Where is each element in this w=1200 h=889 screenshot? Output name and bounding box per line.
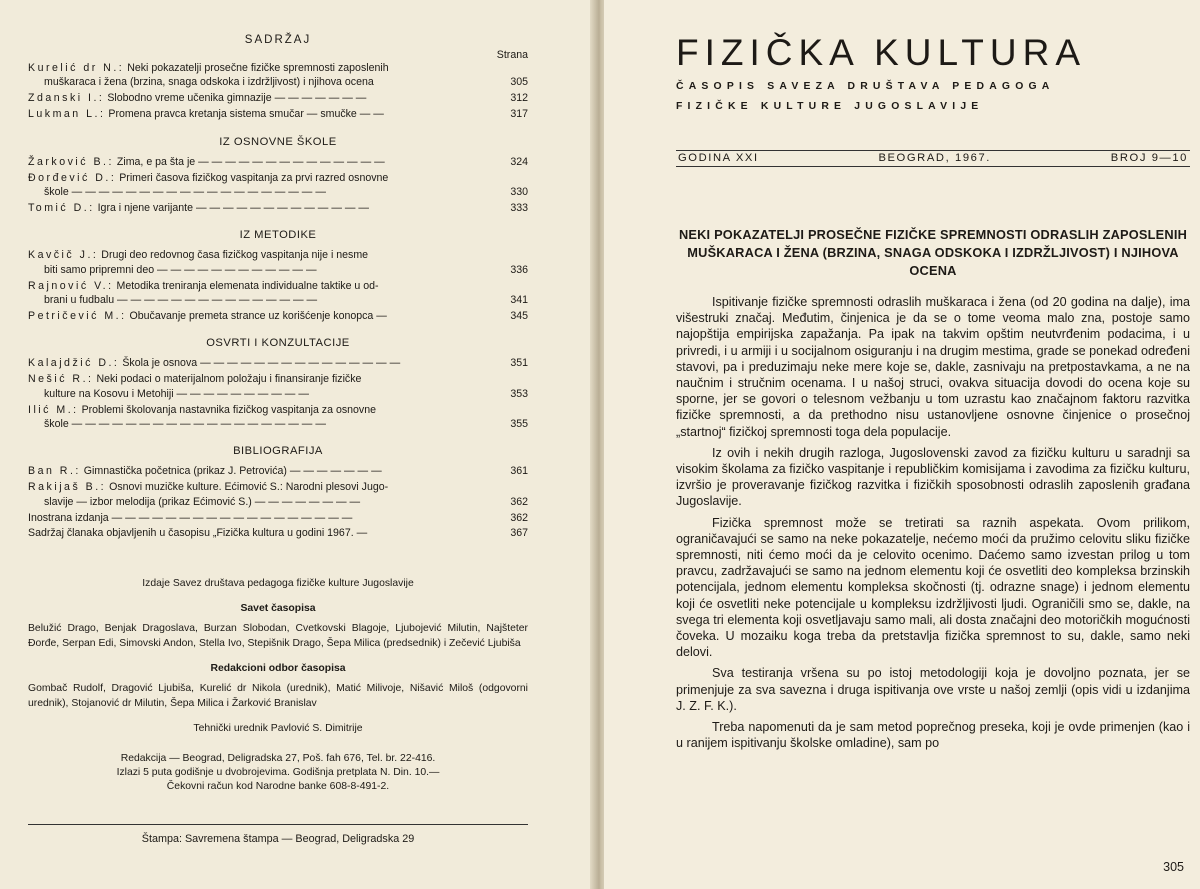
toc-entry xyxy=(28,155,528,169)
journal-subtitle-line-1: ČASOPIS SAVEZA DRUŠTAVA PEDAGOGA xyxy=(676,81,1055,92)
toc-entry-title: Drugi deo redovnog časa fizičkog vaspitanja nije i nesme xyxy=(101,249,369,262)
toc-entry-text xyxy=(28,61,488,90)
toc-section-heading: OSVRTI I KONZULTACIJE xyxy=(206,337,350,350)
toc-entry-title: Neki podaci o materijalnom položaju i finansiranje fizičke xyxy=(96,373,362,386)
toc-entry-author: Petričević M.: xyxy=(28,309,127,322)
toc-entry-text xyxy=(28,403,488,432)
council-members: Belužić Drago, Benjak Dragoslava, Burzan Slobodan, Cvetkovski Blagoje, Ljubojević Milutin, Najšteter Đorđe, Serpan Edi, Simovski Andon, Stella Ivo, Stepišnik Drago, Šepa Milica (predsednik) i Zečević Ljubiša xyxy=(28,623,528,649)
toc-entry-title: Primeri časova fizičkog vaspitanja za prvi razred osnovne xyxy=(119,171,389,184)
toc-entry-author: Ban R.: xyxy=(28,465,81,478)
right-page xyxy=(604,0,1200,889)
toc-entry-title-continued: brani u fudbalu — — — — — — — — — — — — — — — xyxy=(44,293,318,306)
toc-entry-text xyxy=(28,464,488,478)
toc-entry-page: 305 xyxy=(510,76,528,89)
toc-entry-page: 312 xyxy=(510,92,528,105)
printer-line: Štampa: Savremena štampa — Beograd, Deligradska 29 xyxy=(28,824,528,845)
left-page xyxy=(0,0,596,889)
toc-entry-page: 333 xyxy=(510,201,528,214)
toc-entry-title-continued: škole — — — — — — — — — — — — — — — — — — — xyxy=(44,185,326,198)
toc-entry-author: Nešić R.: xyxy=(28,373,94,386)
toc-entry-title: Gimnastička početnica (prikaz J. Petrovića) — — — — — — — xyxy=(83,465,382,478)
issue-number: BROJ 9—10 xyxy=(1110,152,1188,164)
toc-entry-text xyxy=(28,526,488,540)
toc-entry xyxy=(28,511,528,525)
toc-entry-page: 330 xyxy=(510,185,528,198)
toc-title: SADRŽAJ xyxy=(244,34,312,46)
toc-entry-title: Sadržaj članaka objavljenih u časopisu „Fizička kultura u godini 1967. — xyxy=(28,527,368,540)
page-number: 305 xyxy=(1163,860,1184,874)
toc-entry xyxy=(28,480,528,509)
publisher-info xyxy=(28,578,528,794)
toc-entry-text xyxy=(28,107,488,121)
toc-entry-author: Zdanski I.: xyxy=(28,92,105,105)
board-members: Gombač Rudolf, Dragović Ljubiša, Kurelić dr Nikola (urednik), Matić Milivoje, Nišavić Miloš (odgovorni urednik), Stojanović dr Milutin, Šepa Milica i Žarković Branislav xyxy=(28,683,528,709)
toc-entry-page: 317 xyxy=(510,108,528,121)
toc-entry-title-continued: kulture na Kosovu i Metohiji — — — — — — — — — — xyxy=(44,387,309,400)
toc-entry-page: 336 xyxy=(510,263,528,276)
toc-entry-text xyxy=(28,309,488,323)
toc-entry xyxy=(28,201,528,215)
page-column-label: Strana xyxy=(496,49,528,61)
toc-entry-title-continued: škole — — — — — — — — — — — — — — — — — — — xyxy=(44,417,326,430)
toc-section-heading: IZ METODIKE xyxy=(239,229,317,242)
toc-entry-text xyxy=(28,91,488,105)
toc-entry-title-continued: slavije — izbor melodija (prikaz Ećimović S.) — — — — — — — — xyxy=(44,495,361,508)
toc-entry-text xyxy=(28,248,488,277)
toc-section-heading: BIBLIOGRAFIJA xyxy=(233,445,323,458)
toc-entry-title: Metodika treniranja elemenata individualne taktike u od- xyxy=(116,279,379,292)
toc-entry-author: Tomić D.: xyxy=(28,201,95,214)
toc-entry-title: Osnovi muzičke kulture. Ećimović S.: Narodni plesovi Jugo- xyxy=(109,481,389,494)
toc-entry xyxy=(28,526,528,540)
article-paragraph: Fizička spremnost može se tretirati sa raznih aspekata. Ovom prilikom, ograničavajući se samo na neke pokazatelje, nećemo moći da pružimo celovitu sliku fizičke spremnosti, niti ćemo moći da je celovito ocenimo. Dаćemo samo izvestan prilog u tom pravcu, zadržavajući se samo na jednom elementu koji će osvetliti deo kompleksa brzinskih potencijala, jednom elementu kompleksa skočnosti (tj. odrazne snage) i jednom elementu koji će osvetliti neke potencijale u kompleksu izdržljivosti ljudi. Ograničili smo se, dakle, na svega tri elementa koji osvetljavaju samo mali, ali dosta značajni deo motoričkih mogućnosti čoveka. U mozaiku koga treba da pretstavlja fizička spremnost to su, dakle, samo neki delovi. xyxy=(676,515,1190,660)
toc-entry-title: Zima, e pa šta je — — — — — — — — — — — — — — xyxy=(116,155,385,168)
toc-entry-page: 362 xyxy=(510,495,528,508)
toc-entry-text xyxy=(28,480,488,509)
article-body xyxy=(676,294,1190,751)
toc-entry-title: Problemi školovanja nastavnika fizičkog vaspitanja za osnovne xyxy=(81,403,376,416)
toc-section-heading: IZ OSNOVNE ŠKOLE xyxy=(219,135,337,148)
toc-entry-page: 324 xyxy=(510,155,528,168)
toc-entry-author: Kalajdžić D.: xyxy=(28,357,120,370)
toc-entry xyxy=(28,464,528,478)
toc-entry-page: 353 xyxy=(510,387,528,400)
toc-entry xyxy=(28,171,528,200)
toc-entry xyxy=(28,279,528,308)
toc-entry-author: Kavčič J.: xyxy=(28,249,99,262)
toc-entry-title-continued: biti samo pripremni deo — — — — — — — — — — — — xyxy=(44,263,317,276)
journal-title: FIZIČKA KULTURA xyxy=(676,32,1087,73)
toc-entry-author: Đorđević D.: xyxy=(28,171,117,184)
toc-entry xyxy=(28,248,528,277)
toc-entry-text xyxy=(28,356,488,370)
toc-entry xyxy=(28,356,528,370)
publication-frequency: Izlazi 5 puta godišnje u dvobrojevima. Godišnja pretplata N. Din. 10.— xyxy=(116,767,440,778)
toc-entry-author: Kurelić dr N.: xyxy=(28,62,125,74)
toc-entry-title: Slobodno vreme učenika gimnazije — — — — — — — xyxy=(107,92,367,105)
toc-entry xyxy=(28,91,528,105)
toc-entry xyxy=(28,309,528,323)
article-paragraph: Treba napomenuti da je sam metod poprečnog preseka, koji je ovde primenjen (kao i u ranijem ispitivanju školske omladine), sam po xyxy=(676,720,1190,751)
toc-entry-text xyxy=(28,511,488,525)
toc-entry-page: 361 xyxy=(510,465,528,478)
editorial-office: Redakcija — Beograd, Deligradska 27, Poš. fah 676, Tel. br. 22-416. xyxy=(120,753,436,764)
place-date: BEOGRAD, 1967. xyxy=(878,152,991,164)
article xyxy=(676,226,1190,756)
toc-entry-title-continued: muškaraca i žena (brzina, snaga odskoka i izdržljivost) i njihova ocena xyxy=(44,76,374,89)
toc-entry-title: Neki pokazatelji prosečne fizičke spremnosti zaposlenih xyxy=(127,62,389,74)
toc-entry-page: 351 xyxy=(510,357,528,370)
toc-entry-author: Žarković B.: xyxy=(28,155,114,168)
toc-entry xyxy=(28,403,528,432)
toc-entry-page: 341 xyxy=(510,293,528,306)
journal-subtitle-line-2: FIZIČKE KULTURE JUGOSLAVIJE xyxy=(676,101,984,112)
toc-entry-title: Inostrana izdanja — — — — — — — — — — — — — — — — — — xyxy=(28,511,353,524)
technical-editor: Tehnički urednik Pavlović S. Dimitrije xyxy=(193,723,363,734)
toc-entry-page: 362 xyxy=(510,511,528,524)
council-heading: Savet časopisa xyxy=(240,603,316,614)
article-paragraph: Iz ovih i nekih drugih razloga, Jugoslovenski zavod za fizičku kulturu u saradnji sa visokim školama za fizičko vaspitanje i republičkim komisijama i zavodima za fizičku kulturu, izvršio je proveravanje fizičkog razvitka i fizičkih sposobnosti odraslih zaposlenih građana Jugoslavije. xyxy=(676,445,1190,509)
bank-account: Čekovni račun kod Narodne banke 608-8-491-2. xyxy=(166,781,390,792)
toc-entry-title: Igra i njene varijante — — — — — — — — — — — — — xyxy=(97,201,369,214)
toc-entry-author: Lukman L.: xyxy=(28,108,106,121)
toc-entry-author: Ilić M.: xyxy=(28,403,79,416)
toc-entry-text xyxy=(28,171,488,200)
publisher-line: Izdaje Savez društava pedagoga fizičke kulture Jugoslavije xyxy=(142,578,414,589)
toc-entry-title: Škola je osnova — — — — — — — — — — — — — — — xyxy=(122,357,401,370)
toc-entry-page: 355 xyxy=(510,417,528,430)
article-paragraph: Ispitivanje fizičke spremnosti odraslih muškaraca i žena (od 20 godina na dalje), ima višestruki značaj. Međutim, činjenica je da se o tome veoma malo zna, postoje samo najopštija empirijska zapažanja. Pa ipak na takvim opštim neutvrđenim podacima, i u privredi, i u armiji i u socijalnom osiguranju i na drugim mestima, grade se ponekad određeni stavovi, pa i preduzimaju neke mere koje se, dakle, zasnivaju na pretpostavkama, a ne na naučnim i stručnim ocenama. I u našoj struci, ovakva situacija dovodi do ocena koje su sporne, jer se govori o telesnom vežbanju u tom uzrastu kao značajnom faktoru razvitka fizičke spremnosti, a da prethodno nisu ustanovljene osnovne činjenice o prosečnoj „startnoj“ fizičkoj spremnosti toga dela populacije. xyxy=(676,295,1190,439)
article-paragraph: Sva testiranja vršena su po istoj metodologiji koja je dovoljno poznata, jer se primenjuje za sva savezna i druga ispitivanja ove vrste u našoj zemlji (opis vidi u izdanjima J. Z. F. K.). xyxy=(676,666,1190,713)
toc-entry-text xyxy=(28,201,488,215)
toc-entry-text xyxy=(28,279,488,308)
toc-entry-author: Rajnović V.: xyxy=(28,279,114,292)
article-title: NEKI POKAZATELJI PROSEČNE FIZIČKE SPREMNOSTI ODRASLIH ZAPOSLENIH MUŠKARACA I ŽENA (BRZINA, SNAGA ODSKOKA I IZDRŽLJIVOST) I NJIHOVA OCENA xyxy=(678,227,1188,278)
toc-entry-author: Rakijaš B.: xyxy=(28,481,107,494)
toc-entry-page: 345 xyxy=(510,309,528,322)
volume-year: GODINA XXI xyxy=(678,152,759,164)
toc-entry-title: Obučavanje premeta strance uz korišćenje konopca — xyxy=(129,309,387,322)
toc-sections xyxy=(28,61,528,541)
masthead xyxy=(676,32,1190,114)
board-heading: Redakcioni odbor časopisa xyxy=(210,663,346,674)
toc-entry-text xyxy=(28,155,488,169)
toc-entry xyxy=(28,372,528,401)
toc-entry-page: 367 xyxy=(510,527,528,540)
table-of-contents xyxy=(28,34,528,542)
issue-meta-bar xyxy=(676,150,1190,167)
editorial-address xyxy=(28,752,528,794)
toc-entry-text xyxy=(28,372,488,401)
toc-entry xyxy=(28,107,528,121)
toc-entry xyxy=(28,61,528,90)
toc-entry-title: Promena pravca kretanja sistema smučar — smučke — — xyxy=(108,108,384,121)
